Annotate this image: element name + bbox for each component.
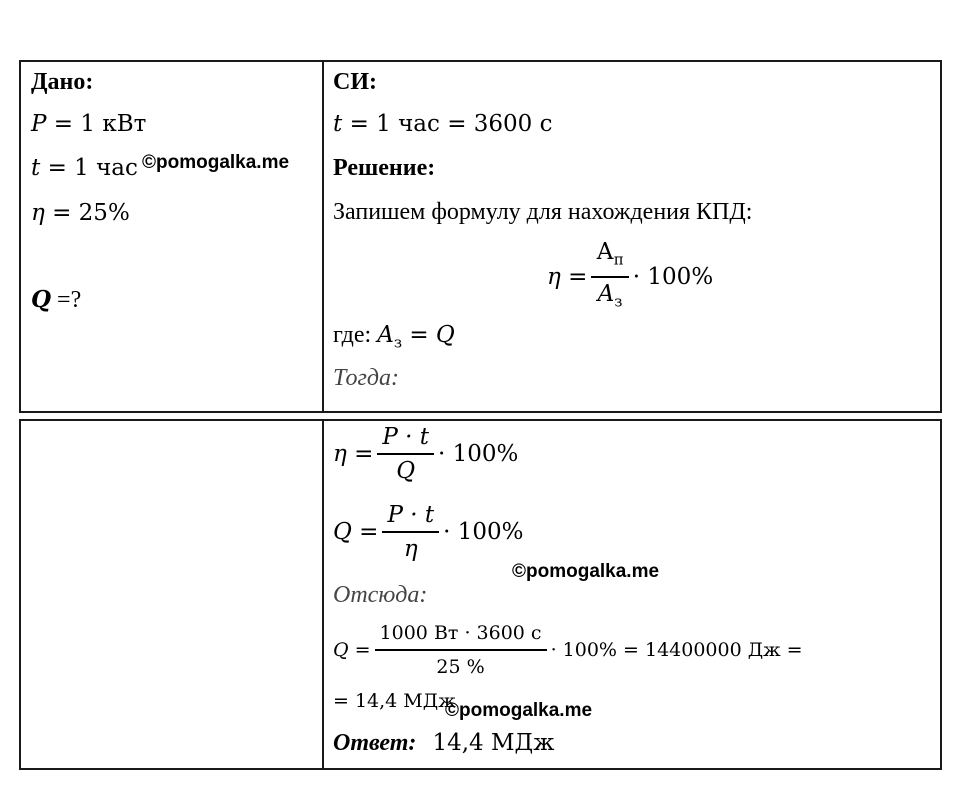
formula-eta-expanded: η = $\frac{P \cdot t}{Q}$ · 100% [333,424,519,484]
formula-efficiency: η = $\frac{А_п}{A_з}$ · 100% [547,238,713,315]
given-power: P = 1 кВт [31,111,147,137]
watermark: ©pomogalka.me [142,152,290,173]
solution-intro: Запишем формулу для нахождения КПД: [333,199,753,225]
given-efficiency: η = 25% [31,200,130,226]
si-time: t = 1 час = 3600 с [333,111,553,137]
answer-line: Ответ: 14,4 МДж [333,730,555,756]
formula-calculation: Q = $\frac{1000 Вт \cdot 3600 с}{25 \%}$ · 100% = 14400000 Дж = [333,619,803,681]
watermark: ©pomogalka.me [512,561,660,582]
formula-q: Q = $\frac{P \cdot t}{\eta}$ · 100% [333,502,524,562]
column-divider [322,62,324,411]
find-quantity: Q =? [31,286,82,313]
result-line: = 14,4 МДж [333,690,456,712]
where-line: где: $A_з = Q$ [333,322,455,352]
si-header: СИ: [333,69,377,95]
given-time: t = 1 час [31,155,138,181]
column-divider [322,421,324,768]
watermark: ©pomogalka.me [445,700,593,721]
bottom-table [19,419,942,770]
top-table [19,60,942,413]
fraction-pt-q: $\frac{P \cdot t}{Q}$ [377,423,434,485]
then-label: Тогда: [333,365,399,391]
hence-label: Отсюда: [333,582,428,608]
fraction-pt-eta: $\frac{P \cdot t}{\eta}$ [382,501,439,563]
solution-header: Решение: [333,155,436,181]
fraction-values: $\frac{1000 Вт \cdot 3600 с}{25 \%}$ [375,619,547,681]
given-header: Дано: [31,69,94,95]
fraction-work: $\frac{А_п}{A_з}$ [591,238,628,315]
